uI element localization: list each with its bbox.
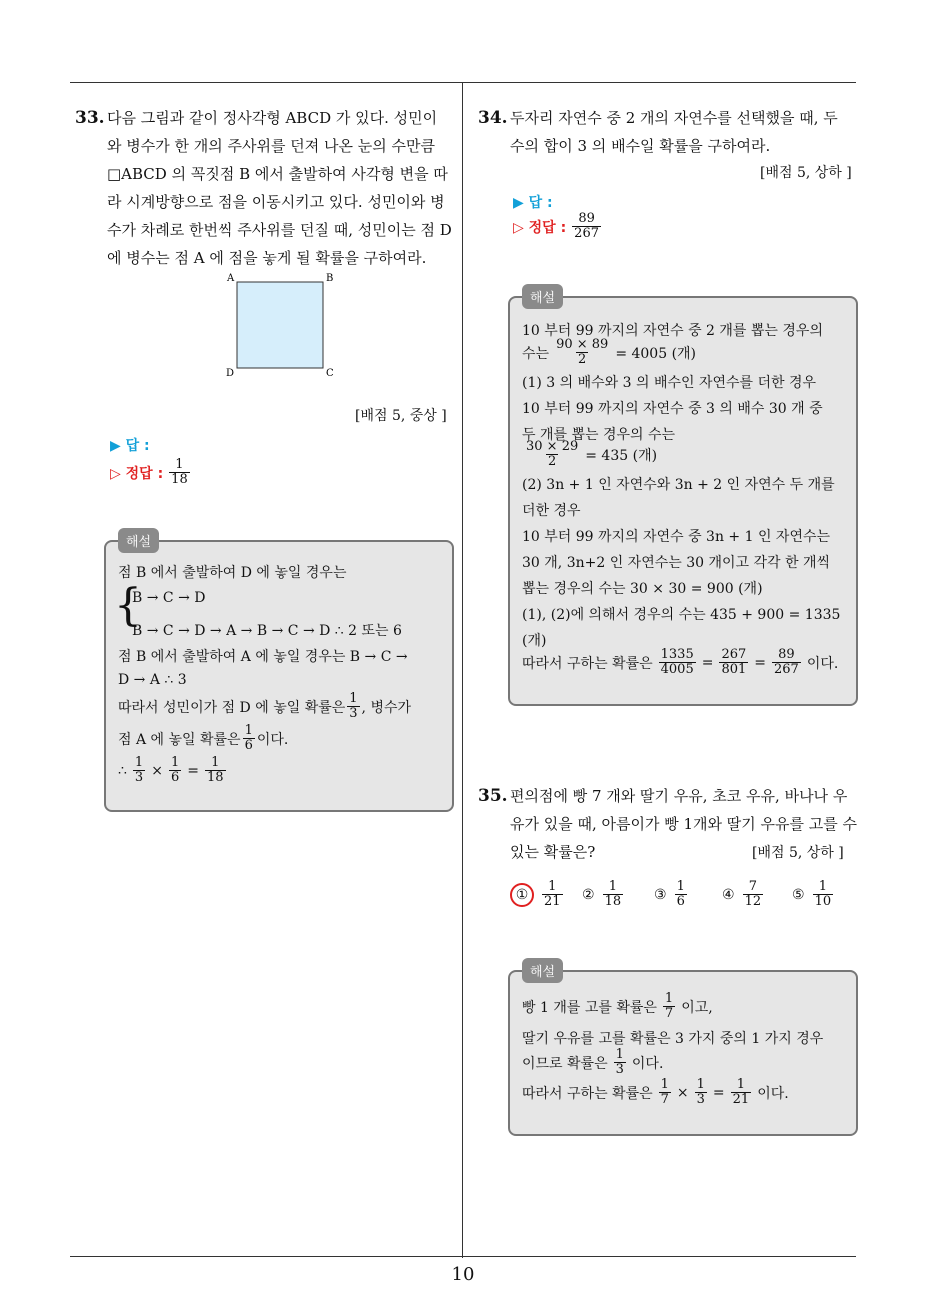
question-line: 편의점에 빵 7 개와 딸기 우유, 초코 우유, 바나나 우 xyxy=(510,787,848,805)
choice-fraction: $\frac{1}{18}$ xyxy=(604,879,622,909)
bottom-rule xyxy=(70,1256,856,1257)
solution-box-35 xyxy=(508,970,858,1136)
case-brace: { xyxy=(114,580,142,631)
question-line: 있는 확률은? xyxy=(510,843,596,861)
solution-line: (1), (2)에 의해서 경우의 수는 435 + 900 = 1335 xyxy=(522,607,841,623)
question-line: 와 병수가 한 개의 주사위를 던져 나온 눈의 수만큼 xyxy=(107,137,435,155)
question-33-text xyxy=(107,104,457,272)
solution-line: 10 부터 99 까지의 자연수 중 3 의 배수 30 개 중 xyxy=(522,401,823,417)
choice-3[interactable] xyxy=(654,880,689,909)
fraction: $\frac{1}{7}$ xyxy=(664,991,674,1021)
score-label-35: [배점 5, 상하 ] xyxy=(752,845,844,861)
fraction: $\frac{1}{7}$ xyxy=(660,1077,669,1107)
solution-line: 이므로 확률은 $\frac{1}{3}$ 이다. xyxy=(522,1047,664,1077)
question-number-33: 33. xyxy=(75,108,105,128)
question-line: 수의 합이 3 의 배수일 확률을 구하여라. xyxy=(510,137,771,155)
case-line-1: B → C → D xyxy=(132,590,206,606)
choice-mark: ④ xyxy=(722,886,735,903)
choice-5[interactable] xyxy=(792,880,835,909)
solution-line: 10 부터 99 까지의 자연수 중 2 개를 뽑는 경우의 xyxy=(522,323,823,339)
fraction: $\frac{1}{3}$ xyxy=(349,691,358,721)
choice-fraction: $\frac{1}{21}$ xyxy=(544,879,561,909)
solution-line: (개) xyxy=(522,633,547,649)
solution-line: 30 개, 3n+2 인 자연수는 30 개이고 각각 한 개씩 xyxy=(522,555,831,571)
fraction: $\frac{1}{3}$ xyxy=(696,1077,705,1107)
fraction: $\frac{90 \times 89}{2}$ xyxy=(556,337,609,367)
choice-mark: ② xyxy=(582,886,595,903)
score-label-33: [배점 5, 중상 ] xyxy=(355,408,447,424)
choice-1[interactable] xyxy=(510,880,565,909)
question-line: 라 시계방향으로 점을 이동시키고 있다. 성민이와 병 xyxy=(107,193,445,211)
solution-line: (1) 3 의 배수와 3 의 배수인 자연수를 더한 경우 xyxy=(522,375,817,391)
choice-fraction: $\frac{1}{10}$ xyxy=(814,879,832,909)
solution-line: ∴ $\frac{1}{3}$ × $\frac{1}{6}$ = $\frac{1}{18}$ xyxy=(118,755,224,785)
solution-tag-34: 해설 xyxy=(522,284,563,309)
choice-mark: ① xyxy=(510,883,534,907)
answer-label-34: ▶ 답 : xyxy=(513,195,553,211)
choice-4[interactable] xyxy=(722,880,765,909)
solution-line: 수는 $\frac{90 \times 89}{2}$ = 4005 (개) xyxy=(522,337,697,367)
solution-line: 딸기 우유를 고를 확률은 3 가지 중의 1 가지 경우 xyxy=(522,1031,824,1047)
correct-label: ▷ 정답 : xyxy=(110,465,164,482)
solution-line: 10 부터 99 까지의 자연수 중 3n + 1 인 자연수는 xyxy=(522,529,831,545)
fraction: $\frac{1}{3}$ xyxy=(615,1047,624,1077)
correct-answer-33 xyxy=(110,458,192,487)
correct-label: ▷ 정답 : xyxy=(513,219,567,236)
fraction: $\frac{1}{21}$ xyxy=(732,1077,750,1107)
solution-tag-33: 해설 xyxy=(118,528,159,553)
vertex-label-a: A xyxy=(227,273,235,284)
correct-answer-34 xyxy=(513,212,603,241)
vertex-label-c: C xyxy=(326,368,334,378)
vertex-label-d: D xyxy=(226,368,235,378)
vertex-label-b: B xyxy=(326,273,334,284)
question-34-text xyxy=(510,104,860,160)
solution-box-33 xyxy=(104,540,454,812)
solution-line: 두 개를 뽑는 경우의 수는 xyxy=(522,427,676,443)
question-line: 다음 그림과 같이 정사각형 ABCD 가 있다. 성민이 xyxy=(107,109,438,127)
solution-line: D → A ∴ 3 xyxy=(118,672,187,688)
fraction: $\frac{1}{18}$ xyxy=(206,755,224,785)
fraction: $\frac{1335}{4005}$ xyxy=(660,647,694,677)
choice-2[interactable] xyxy=(582,880,625,909)
choice-mark: ⑤ xyxy=(792,886,805,903)
solution-line: 뽑는 경우의 수는 30 × 30 = 900 (개) xyxy=(522,581,763,597)
solution-line: 따라서 구하는 확률은 $\frac{1}{7}$ × $\frac{1}{3}$ = $\frac{1}{21}$ 이다. xyxy=(522,1077,789,1107)
case-line-2: B → C → D → A → B → C → D ∴ 2 또는 6 xyxy=(132,623,402,639)
solution-line: 점 B 에서 출발하여 A 에 놓일 경우는 B → C → xyxy=(118,649,408,665)
solution-line: 따라서 구하는 확률은 $\frac{1335}{4005}$ = $\frac{267}{801}$ = $\frac{89}{267}$ 이다. xyxy=(522,647,839,677)
fraction: $\frac{89}{267}$ xyxy=(774,647,799,677)
top-rule xyxy=(70,82,856,83)
correct-fraction: $\frac{89}{267}$ xyxy=(574,211,599,241)
question-line: 두자리 자연수 중 2 개의 자연수를 선택했을 때, 두 xyxy=(510,109,838,127)
solution-tag-35: 해설 xyxy=(522,958,563,983)
question-number-35: 35. xyxy=(478,786,508,806)
question-line: 에 병수는 점 A 에 점을 놓게 될 확률을 구하여라. xyxy=(107,249,427,267)
solution-line: 점 B 에서 출발하여 D 에 놓일 경우는 xyxy=(118,565,347,581)
fraction: $\frac{1}{6}$ xyxy=(244,723,253,753)
fraction: $\frac{267}{801}$ xyxy=(721,647,747,677)
solution-line: 더한 경우 xyxy=(522,503,581,519)
answer-label-33: ▶ 답 : xyxy=(110,438,150,454)
question-line: □ABCD 의 꼭짓점 B 에서 출발하여 사각형 변을 따 xyxy=(107,165,448,183)
choice-mark: ③ xyxy=(654,886,667,903)
choice-fraction: $\frac{1}{6}$ xyxy=(676,879,685,909)
square-abcd-figure xyxy=(222,270,342,378)
question-line: 유가 있을 때, 아름이가 빵 1개와 딸기 우유를 고를 수 xyxy=(510,815,858,833)
score-label-34: [배점 5, 상하 ] xyxy=(760,165,852,181)
fraction: $\frac{30 \times 29}{2}$ xyxy=(526,439,579,469)
solution-box-34 xyxy=(508,296,858,706)
page-number: 10 xyxy=(451,1264,475,1285)
column-divider xyxy=(462,82,463,1258)
solution-line: 점 A 에 놓일 확률은 $\frac{1}{6}$ 이다. xyxy=(118,723,289,753)
solution-line: (2) 3n + 1 인 자연수와 3n + 2 인 자연수 두 개를 xyxy=(522,477,835,493)
question-number-34: 34. xyxy=(478,108,508,128)
fraction: $\frac{1}{3}$ xyxy=(134,755,144,785)
choice-fraction: $\frac{7}{12}$ xyxy=(744,879,762,909)
fraction: $\frac{1}{6}$ xyxy=(170,755,180,785)
solution-line: 빵 1 개를 고를 확률은 $\frac{1}{7}$ 이고, xyxy=(522,991,713,1021)
correct-fraction: $\frac{1}{18}$ xyxy=(171,457,188,487)
square-abcd xyxy=(237,282,323,368)
solution-line: $\frac{30 \times 29}{2}$ = 435 (개) xyxy=(526,439,658,469)
question-line: 수가 차례로 한번씩 주사위를 던질 때, 성민이는 점 D xyxy=(107,221,452,239)
solution-line: 따라서 성민이가 점 D 에 놓일 확률은 $\frac{1}{3}$ , 병수가 xyxy=(118,691,412,721)
